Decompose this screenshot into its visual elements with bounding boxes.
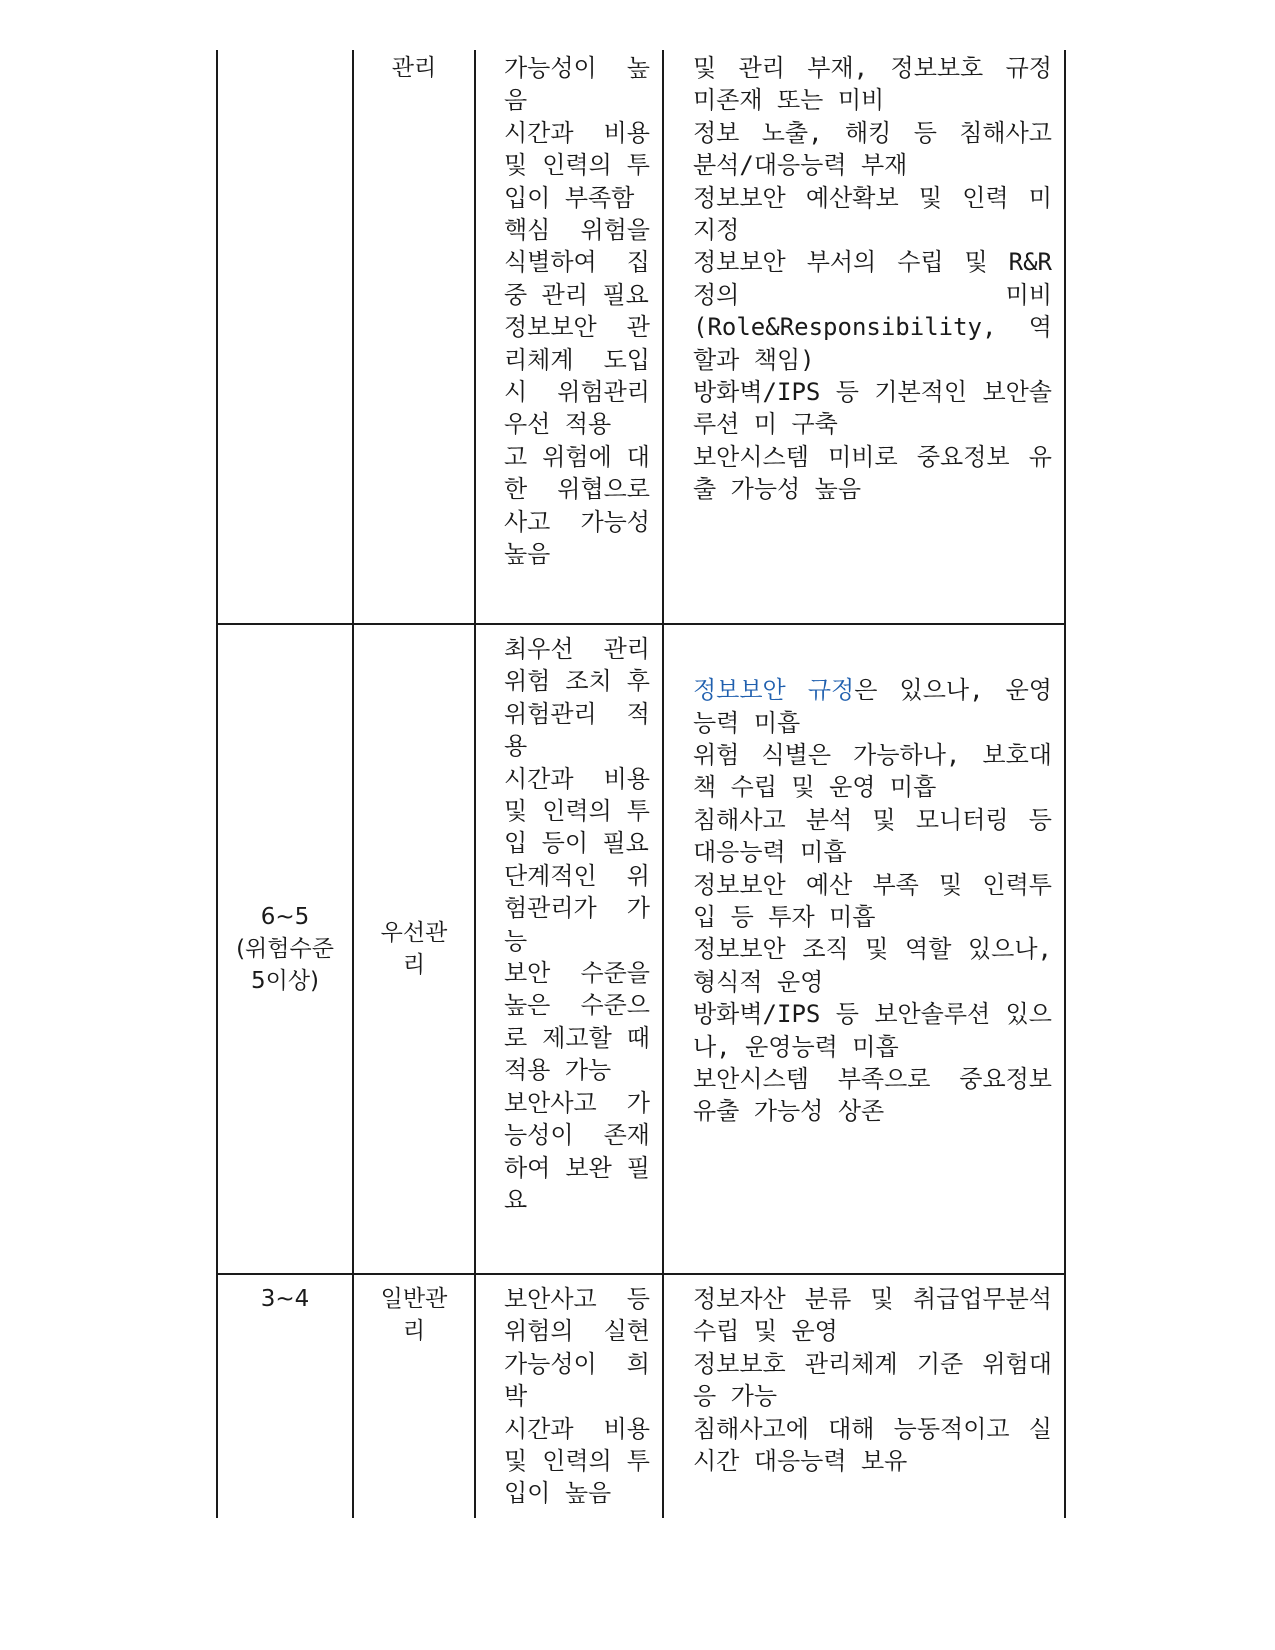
description-item: 시간과 비용 및 인력의 투입이 부족함 [504,118,650,212]
description-cell [475,624,663,1274]
level-cell: 일반관리 [353,1274,475,1518]
risk-level-table [216,50,1066,1518]
criteria-item: 방화벽/IPS 등 기본적인 보안솔루션 미 구축 [693,378,1052,439]
description-item: 정보보안 관리체계 도입 시 위험관리 우선 적용 [504,313,650,439]
description-item: 고 위험에 대한 위협으로 사고 가능성 높음 [504,442,650,569]
level-cell: 관리 [353,50,475,624]
criteria-item: 정보보안 부서의 수립 및 R&R 정의 미비 (Role&Responsibility, 역할과 책임) [693,248,1052,374]
score-cell [217,50,353,624]
criteria-item: 정보보안 조직 및 역할 있으나, 형식적 운영 [693,935,1052,996]
level-cell: 우선관리 [353,624,475,1274]
criteria-item: 및 관리 부재, 정보보호 규정 미존재 또는 미비 [693,54,1052,115]
table-row [217,624,1065,1274]
description-cell [475,50,663,624]
criteria-cell [663,1274,1065,1518]
score-value: 6~5 [260,904,310,930]
score-cell: 3~4 [217,1274,353,1518]
description-item: 최우선 관리 위험 조치 후 위험관리 적용 [504,635,650,761]
criteria-cell [663,624,1065,1274]
criteria-item: 침해사고 분석 및 모니터링 등 대응능력 미흡 [693,805,1052,867]
criteria-item: 정보보안 예산 부족 및 인력투입 등 투자 미흡 [693,870,1052,931]
criteria-item: 정보자산 분류 및 취급업무분석 수립 및 운영 [693,1285,1052,1346]
description-cell [475,1274,663,1518]
criteria-item: 정보보호 관리체계 기준 위험대응 가능 [693,1349,1052,1411]
table-row [217,1274,1065,1518]
criteria-cell [663,50,1065,624]
description-item: 보안 수준을 높은 수준으로 제고할 때 적용 가능 [504,959,650,1085]
description-item: 보안사고 가능성이 존재하여 보완 필요 [504,1088,650,1214]
criteria-item: 위험 식별은 가능하나, 보호대책 수립 및 운영 미흡 [693,740,1052,802]
description-item: 시간과 비용 및 인력의 투입이 높음 [504,1414,650,1508]
description-item: 핵심 위험을 식별하여 집중 관리 필요 [504,216,650,309]
criteria-item: 방화벽/IPS 등 보안솔루션 있으나, 운영능력 미흡 [693,1000,1052,1061]
description-item: 가능성이 높음 [504,54,650,115]
criteria-item: 보안시스템 미비로 중요정보 유출 가능성 높음 [693,442,1052,504]
criteria-item: 침해사고에 대해 능동적이고 실시간 대응능력 보유 [693,1414,1052,1476]
table-row [217,50,1065,624]
description-item: 보안사고 등 위험의 실현 가능성이 희박 [504,1285,650,1411]
criteria-item: 보안시스템 부족으로 중요정보 유출 가능성 상존 [693,1065,1052,1126]
criteria-item: 정보보안 규정은 있으나, 운영능력 미흡 [693,676,1052,737]
description-item: 단계적인 위험관리가 가능 [504,861,650,955]
criteria-item: 정보보안 예산확보 및 인력 미지정 [693,183,1052,245]
score-note: (위험수준 5이상) [236,936,334,994]
score-cell [217,624,353,1274]
criteria-item: 정보 노출, 해킹 등 침해사고 분석/대응능력 부재 [693,118,1052,180]
security-policy-link[interactable]: 정보보안 규정 [693,676,855,705]
description-item: 시간과 비용 및 인력의 투입 등이 필요 [504,764,650,858]
